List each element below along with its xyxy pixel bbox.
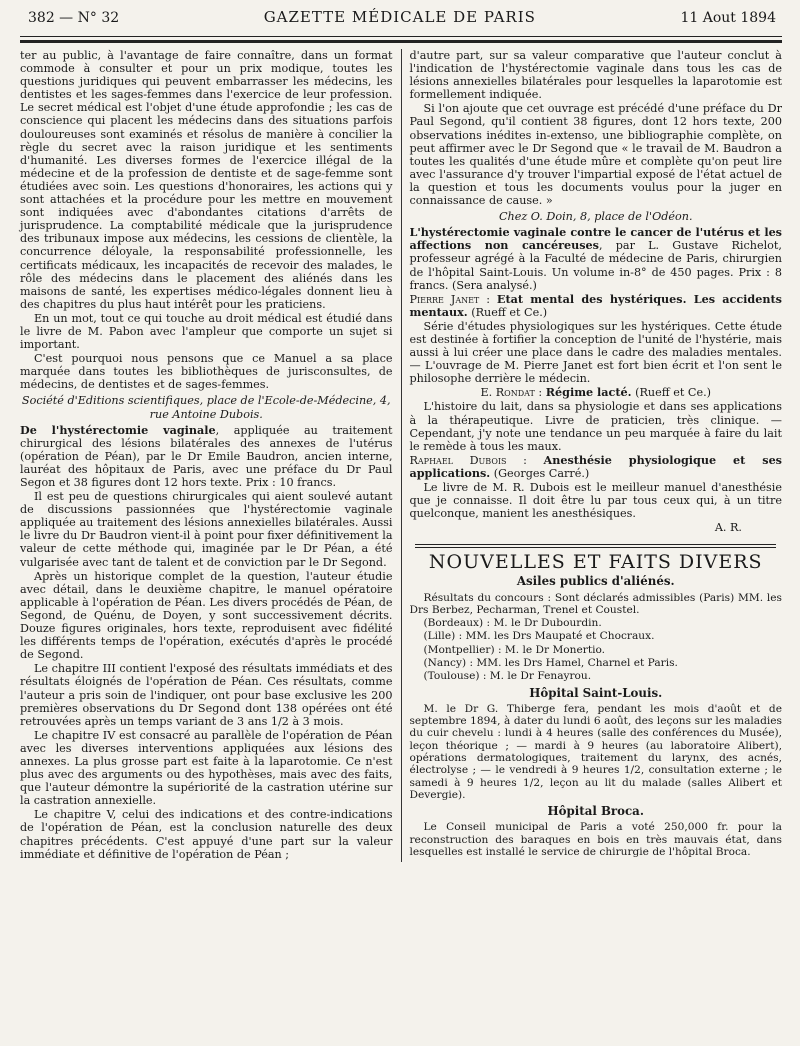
- list-item: Résultats du concours : Sont déclarés admissibles (Paris) MM. les Drs Berbez, Pecharman, Trenel et Coustel.: [409, 591, 782, 616]
- paragraph: Après un historique complet de la question, l'auteur étudie avec détail, dans le deuxième chapitre, le manuel opératoire applicable à l'opération de Péan. Les divers procédés de Péan, de Segond, de Quénu, de Doyen, y sont successivement décrits. Douze figures originales, hors texte, reproduisent avec fidélité les différents temps de l'opération, exécutés d'après le procédé de Segond.: [20, 569, 393, 662]
- book-details: , par L. Gustave Richelot, professeur agrégé à la Faculté de médecine de Paris, chirurgien de l'hôpital Saint-Louis. Un volume in-8° de 450 pages. Prix : 8 francs. (Sera analysé.): [409, 239, 782, 292]
- book-title: Etat mental des hystériques. Les accidents mentaux.: [409, 291, 782, 319]
- list-item: (Montpellier) : M. le Dr Monertio.: [423, 643, 606, 656]
- paragraph: C'est pourquoi nous pensons que ce Manuel a sa place marquée dans toutes les bibliothèques de jurisconsultes, de médecins, de dentistes et de sages-femmes.: [20, 352, 393, 392]
- paragraph: L'histoire du lait, dans sa physiologie et dans ses applications à la thérapeutique. Livre de praticien, très clinique. — Cependant, j'y note une tendance un peu marquée à faire du lait le remède à tous les maux.: [409, 400, 782, 453]
- publisher-line: Société d'Editions scientifiques, place de l'Ecole-de-Médecine, 4, rue Antoine Dubois.: [21, 394, 391, 421]
- news-section-title: NOUVELLES ET FAITS DIVERS: [428, 551, 763, 574]
- paragraph: d'autre part, sur sa valeur comparative que l'auteur conclut à l'indication de l'hystérectomie vaginale dans tous les cas de lésions annexielles bilatérales pour lesquelles la laparotomie est formellement indiquée.: [409, 49, 782, 102]
- section-rule: [415, 544, 776, 548]
- paragraph: Le chapitre III contient l'exposé des résultats immédiats et des résultats éloignés de l'opération de Péan. Ces résultats, comme l'auteur a pris soin de l'indiquer, ont pour base exclusive les 200 premières observations du Dr Segond dont 138 opérées ont été retrouvées après un temps variant de 3 ans 1/2 à 3 mois.: [20, 662, 393, 728]
- book-entry: [409, 226, 782, 291]
- publisher-line: Chez O. Doin, 8, place de l'Odéon.: [498, 210, 693, 224]
- book-publisher: (Rueff et Ce.): [467, 305, 548, 319]
- paragraph: M. le Dr G. Thiberge fera, pendant les mois d'août et de septembre 1894, à dater du lundi 6 août, des leçons sur les maladies du cuir chevelu : lundi à 4 heures (salle des conférences du Musée), leçon théorique ; — mardi à 9 heures (au laboratoire Alibert), opérations dermatologiques, traitement du larynx, des acnés, électrolyse ; — le vendredi à 9 heures 1/2, consultation externe ; le samedi à 9 heures 1/2, leçon au lit du malade (salles Alibert et Devergie).: [409, 702, 782, 801]
- book-entry: Raphael Dubois : Anesthésie physiologique et ses applications. (Georges Carré.): [409, 452, 782, 480]
- book-author: Pierre Janet: [409, 292, 480, 306]
- list-item: (Lille) : MM. les Drs Maupaté et Chocraux.: [423, 630, 655, 643]
- list-item: (Nancy) : MM. les Drs Hamel, Charnel et Paris.: [423, 657, 678, 670]
- asiles-list: [409, 592, 782, 683]
- paragraph: Il est peu de questions chirurgicales qui aient soulevé autant de discussions passionnées que l'hystérectomie vaginale appliquée au traitement des lésions annexielles bilatérales. Aussi le livre du Dr Baudron vient-il à point pour fixer définitivement la valeur de cette méthode qui, imaginée par le Dr Péan, a été vulgarisée avec tant de talent et de conviction par le Dr Segond.: [20, 490, 393, 569]
- paragraph: En un mot, tout ce qui touche au droit médical est étudié dans le livre de M. Pabon avec l'ampleur que comporte un sujet si important.: [20, 311, 393, 352]
- book-entry: E. Rondat : Régime lacté. (Rueff et Ce.): [480, 385, 711, 400]
- paragraph: ter au public, à l'avantage de faire connaître, dans un format commode à consulter et pour un prix modique, toutes les questions juridiques qui peuvent embarrasser les médecins, les dentistes et les sages-femmes dans l'exercice de leur profession. Le secret médical est l'objet d'une étude approfondie ; les cas de conscience qui placent les médecins dans des situations parfois douloureuses sont examinés et résolus de manière à concilier la règle du secret avec la raison juridique et les sentiments d'humanité. Les diverses formes de l'exercice illégal de la médecine et de la profession de dentiste et de sage-femme sont étudiées avec soin. Les questions d'honoraires, les actions qui y sont attachées et la procédure pour les mettre en mouvement sont indiquées avec d'abondantes citations d'arrêts de jurisprudence. La comptabilité médicale que la jurisprudence des tribunaux impose aux médecins, les cessions de clientèle, la concurrence déloyale, la responsabilité professionnelle, les certificats médicaux, les incapacités de recevoir des malades, le rôle des médecins dans le placement des aliénés dans les maisons de santé, les expertises médico-légales donnent lieu à des chapitres du plus haut intérêt pour les praticiens.: [20, 49, 393, 311]
- book-title: Anesthésie physiologique et ses applications.: [409, 452, 782, 480]
- paragraph: Série d'études physiologiques sur les hystériques. Cette étude est destinée à fortifier la conception de l'unité de l'hystérie, mais aussi à lui créer une place dans le cadre des maladies mentales. — L'ouvrage de M. Pierre Janet est fort bien écrit et l'on sent le philosophe derrière le médecin.: [409, 319, 782, 386]
- book-publisher: (Georges Carré.): [490, 466, 590, 480]
- book-author: Raphael Dubois: [409, 453, 507, 467]
- paragraph: Le chapitre IV est consacré au parallèle de l'opération de Péan avec les diverses interventions appliquées aux lésions des annexes. La plus grosse part est faite à la laparotomie. Ce n'est plus avec des arguments ou des hypothèses, mais avec des faits, que l'auteur démontre la supériorité de la castration utérine sur la castration annexielle.: [20, 728, 393, 808]
- list-item: (Toulouse) : M. le Dr Fenayrou.: [423, 670, 592, 683]
- journal-title: GAZETTE MÉDICALE DE PARIS: [263, 8, 536, 26]
- subsection-title: Hôpital Broca.: [547, 804, 644, 819]
- book-entry: Pierre Janet : Etat mental des hystériques. Les accidents mentaux. (Rueff et Ce.): [409, 291, 782, 319]
- left-column: [20, 49, 393, 862]
- right-column: [409, 49, 782, 862]
- paragraph: Le chapitre V, celui des indications et des contre-indications de l'opération de Péan, est la conclusion naturelle des deux chapitres précédents. C'est appuyé d'une part sur la valeur immédiate et définitive de l'opération de Péan ;: [20, 808, 393, 861]
- book-title: De l'hystérectomie vaginale: [20, 422, 216, 437]
- column-divider: [401, 49, 402, 862]
- book-details: , appliquée au traitement chirurgical des lésions bilatérales des annexes de l'utérus (opération de Péan), par le Dr Emile Baudron, ancien interne, lauréat des hôpitaux de Paris, avec une préface du Dr Paul Segon et 38 figures dont 12 hors texte. Prix : 10 francs.: [20, 423, 393, 489]
- subsection-title: Asiles publics d'aliénés.: [516, 574, 675, 589]
- subsection-title: Hôpital Saint-Louis.: [529, 685, 663, 700]
- book-entry: [20, 424, 393, 489]
- book-title: Régime lacté.: [545, 385, 632, 400]
- page-number: 382 — N° 32: [28, 10, 120, 26]
- book-publisher: (Rueff et Ce.): [631, 386, 711, 400]
- issue-date: 11 Aout 1894: [680, 10, 776, 26]
- columns: [20, 49, 782, 862]
- book-title: L'hystérectomie vaginale contre le cancer de l'utérus et les affections non cancéreuses: [409, 225, 782, 253]
- paragraph: Le Conseil municipal de Paris a voté 250,000 fr. pour la reconstruction des baraques en bois en très mauvais état, dans lesquelles est installé le service de chirurgie de l'hôpital Broca.: [409, 821, 782, 858]
- list-item: (Bordeaux) : M. le Dr Dubourdin.: [423, 617, 602, 630]
- signature: A. R.: [714, 521, 742, 535]
- page-header: [20, 8, 782, 30]
- paragraph: Si l'on ajoute que cet ouvrage est précédé d'une préface du Dr Paul Segond, qu'il contient 38 figures, dont 12 hors texte, 200 observations inédites in-extenso, une bibliographie complète, on peut affirmer avec le Dr Segond que « le travail de M. Baudron a toutes les qualités d'une étude mûre et complète qu'on peut lire avec l'assurance d'y trouver l'impartial exposé de l'état actuel de la question et tous les documents voulus pour la juger en connaissance de cause. »: [409, 102, 782, 208]
- paragraph: Le livre de M. R. Dubois est le meilleur manuel d'anesthésie que je connaisse. Il doit être lu par tous ceux qui, à un titre quelconque, manient les anesthésiques.: [409, 481, 782, 521]
- header-rule: [20, 36, 782, 43]
- book-author: E. Rondat: [480, 386, 535, 400]
